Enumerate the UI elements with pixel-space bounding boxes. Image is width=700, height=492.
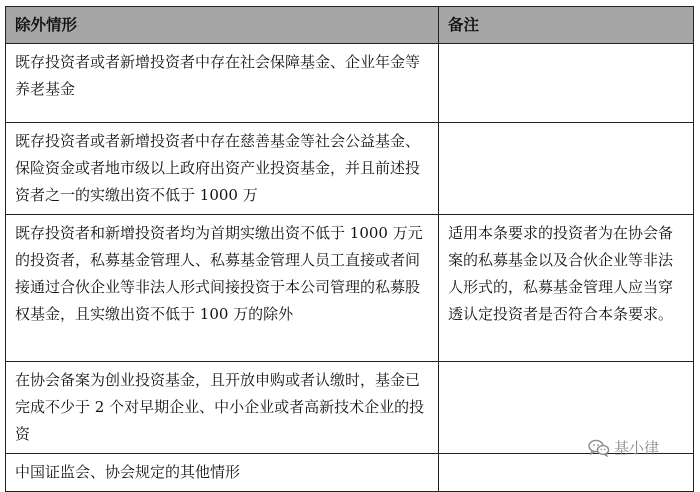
situation-cell: 既存投资者和新增投资者均为首期实缴出资不低于 1000 万元的投资者，私募基金管理人、私募基金管理人员工直接或者间接通过合伙企业等非法人形式间接投资于本公司管理的私募股权基金，且实缴出资不低于 100 万的除外 — [6, 215, 439, 362]
watermark-text: 基小律 — [614, 439, 660, 457]
table-header-row — [6, 7, 694, 44]
remark-cell: 适用本条要求的投资者为在协会备案的私募基金以及合伙企业等非法人形式的，私募基金管理人应当穿透认定投资者是否符合本条要求。 — [439, 215, 694, 362]
header-remark: 备注 — [439, 7, 694, 44]
table-row — [6, 454, 694, 492]
remark-cell — [439, 123, 694, 215]
situation-cell: 在协会备案为创业投资基金，且开放申购或者认缴时，基金已完成不少于 2 个对早期企业、中小企业或者高新技术企业的投资 — [6, 362, 439, 454]
remark-cell — [439, 44, 694, 123]
header-exclusion: 除外情形 — [6, 7, 439, 44]
remark-cell — [439, 454, 694, 492]
watermark — [588, 437, 659, 458]
situation-cell: 中国证监会、协会规定的其他情形 — [6, 454, 439, 492]
situation-cell: 既存投资者或者新增投资者中存在社会保障基金、企业年金等养老基金 — [6, 44, 439, 123]
table-row — [6, 44, 694, 123]
wechat-icon — [588, 439, 610, 457]
table-row — [6, 215, 694, 362]
exclusion-table — [5, 6, 694, 492]
situation-cell: 既存投资者或者新增投资者中存在慈善基金等社会公益基金、保险资金或者地市级以上政府出资产业投资基金，并且前述投资者之一的实缴出资不低于 1000 万 — [6, 123, 439, 215]
table-row — [6, 123, 694, 215]
